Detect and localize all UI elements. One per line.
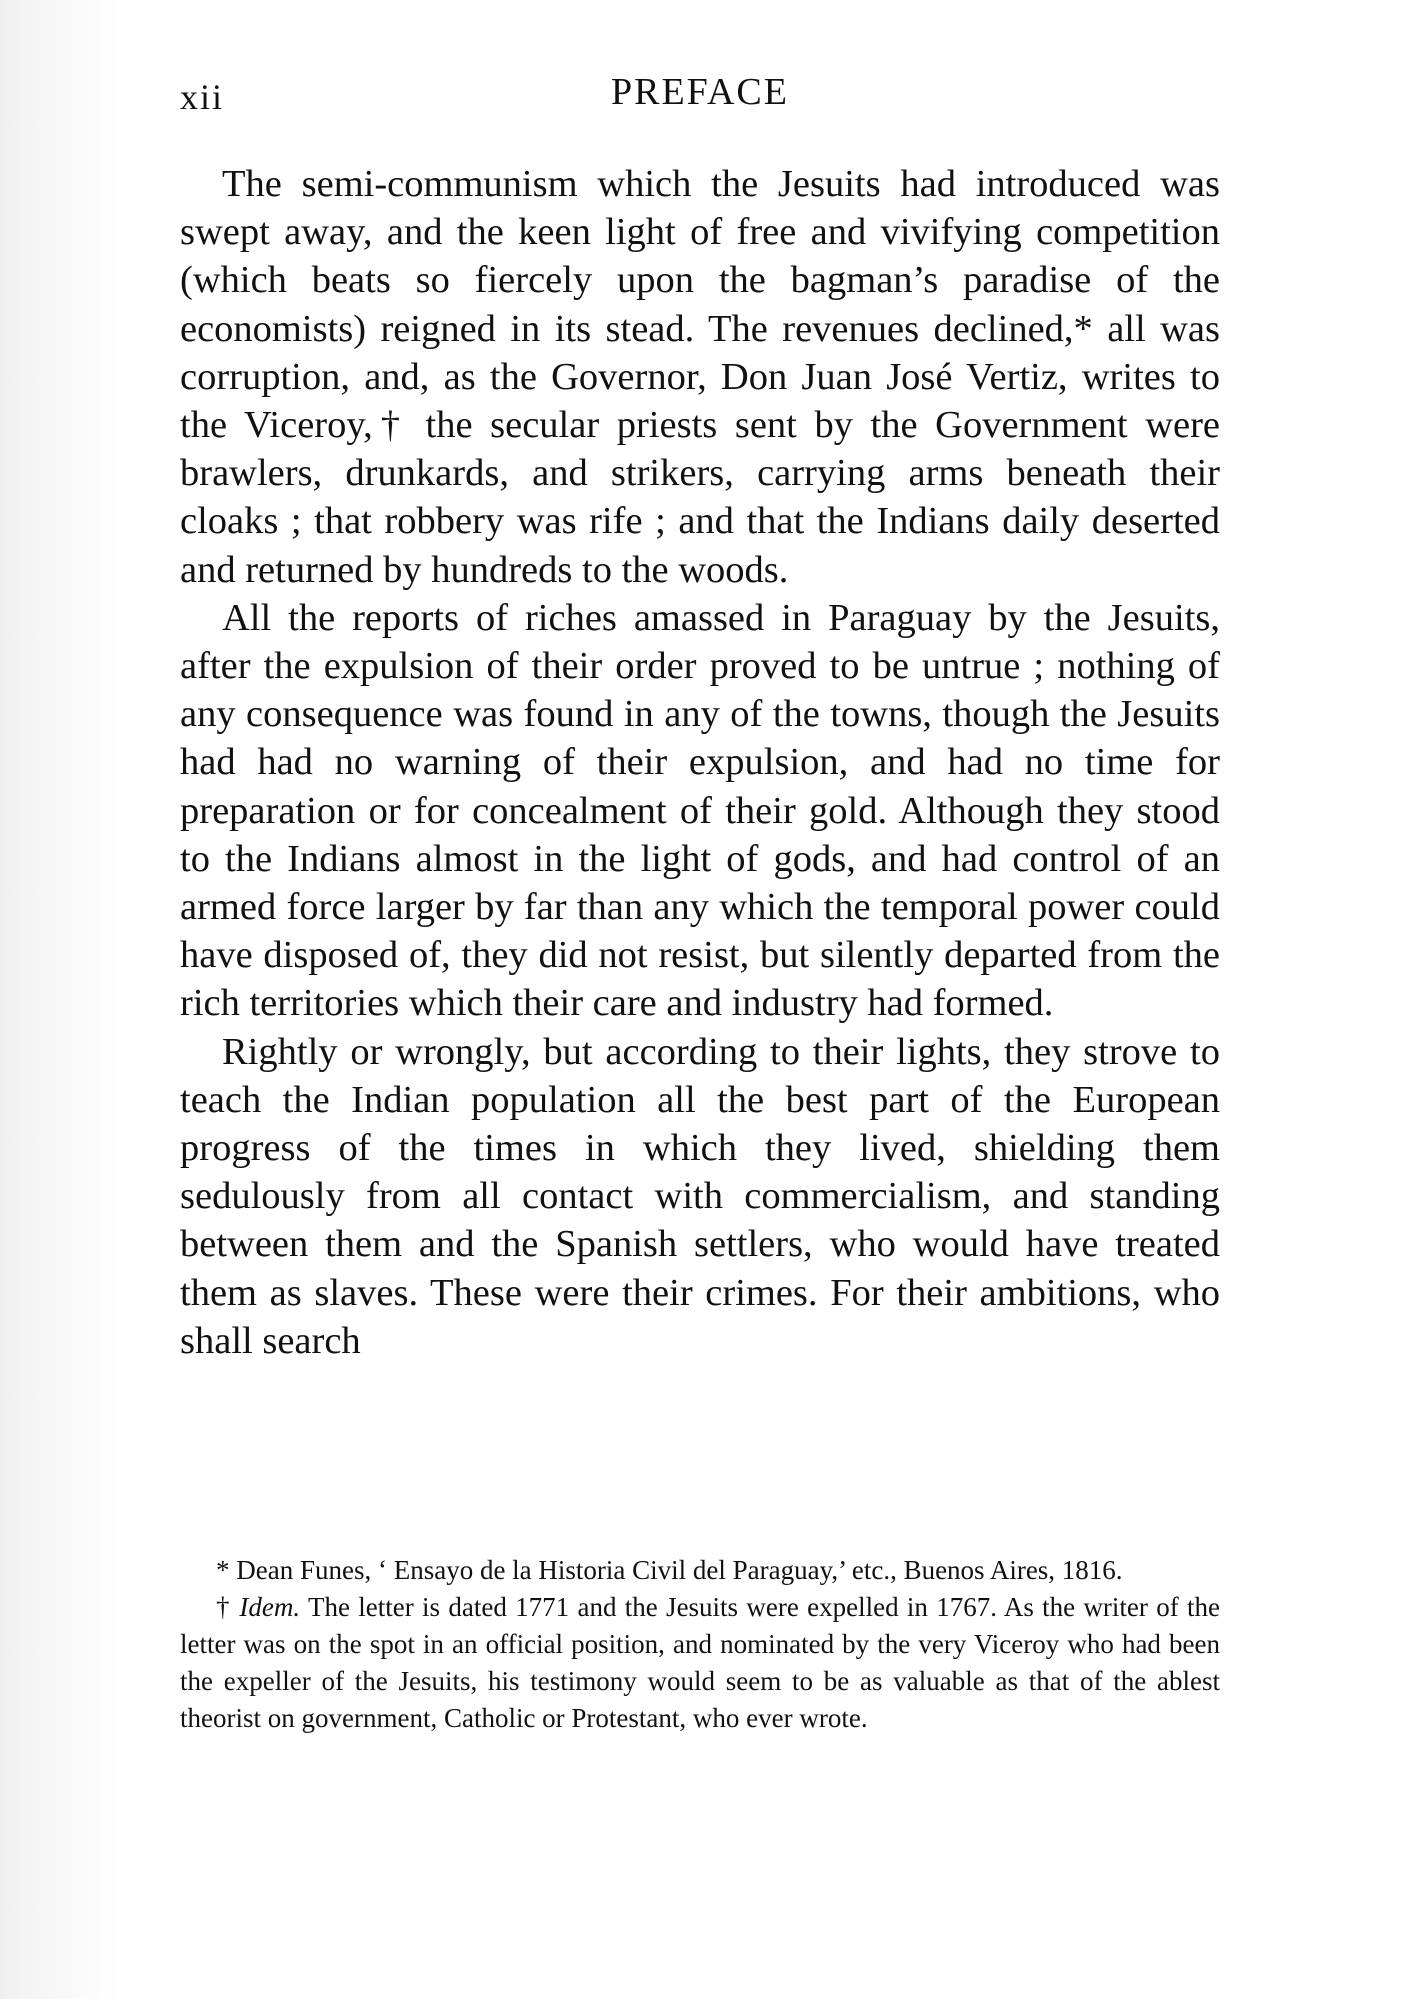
paragraph: Rightly or wrongly, but according to their lights, they strove to teach the Indian population all the best part of the European progress of the times in which they lived, shielding them sedulously from all contact with commercialism, and standing between them and the Spanish settlers, who would have treated them as slaves. These were their crimes. For their ambitions, who shall search — [180, 1030, 1220, 1362]
footnote — [180, 1589, 1220, 1737]
footnote-marker: † — [216, 1592, 232, 1622]
body-text — [180, 160, 1220, 1365]
paragraph: The semi-communism which the Jesuits had introduced was swept away, and the keen light of free and vivifying competition (which beats so fiercely upon the bagman’s paradise of the economists) reigned in its stead. The revenues declined,* all was corruption, and, as the Governor, Don Juan José Vertiz, writes to the Viceroy,† the secular priests sent by the Government were brawlers, drunkards, and strikers, carrying arms beneath their cloaks ; that robbery was rife ; and that the Indians daily deserted and returned by hundreds to the woods. — [180, 163, 1220, 591]
footnote-text: Dean Funes, ‘ Ensayo de la Historia Civil del Paraguay,’ etc., Buenos Aires, 1816. — [229, 1555, 1123, 1585]
footnote — [180, 1552, 1220, 1589]
gutter-shadow — [0, 0, 120, 1999]
paragraph: All the reports of riches amassed in Paraguay by the Jesuits, after the expulsion of their order proved to be untrue ; nothing of any consequence was found in any of the towns, though the Jesuits had had no warning of their expulsion, and had no time for preparation or for concealment of their gold. Although they stood to the Indians almost in the light of gods, and had control of an armed force larger by far than any which the temporal power could have disposed of, they did not resist, but silently departed from the rich territories which their care and industry had formed. — [180, 596, 1220, 1025]
footnote-marker: * — [216, 1555, 230, 1585]
footnote-italic-lead: Idem. — [239, 1592, 301, 1622]
footnotes — [180, 1552, 1220, 1737]
page-number: xii — [180, 77, 225, 117]
running-head — [180, 70, 1220, 130]
running-head-title: PREFACE — [610, 71, 789, 113]
footnote-text: The letter is dated 1771 and the Jesuits were expelled in 1767. As the writer of the letter was on the spot in an official position, and nominated by the very Viceroy who had been the expeller of the Jesuits, his testimony would seem to be as valuable as that of the ablest theorist on government, Catholic or Protestant, who ever wrote. — [180, 1592, 1221, 1733]
